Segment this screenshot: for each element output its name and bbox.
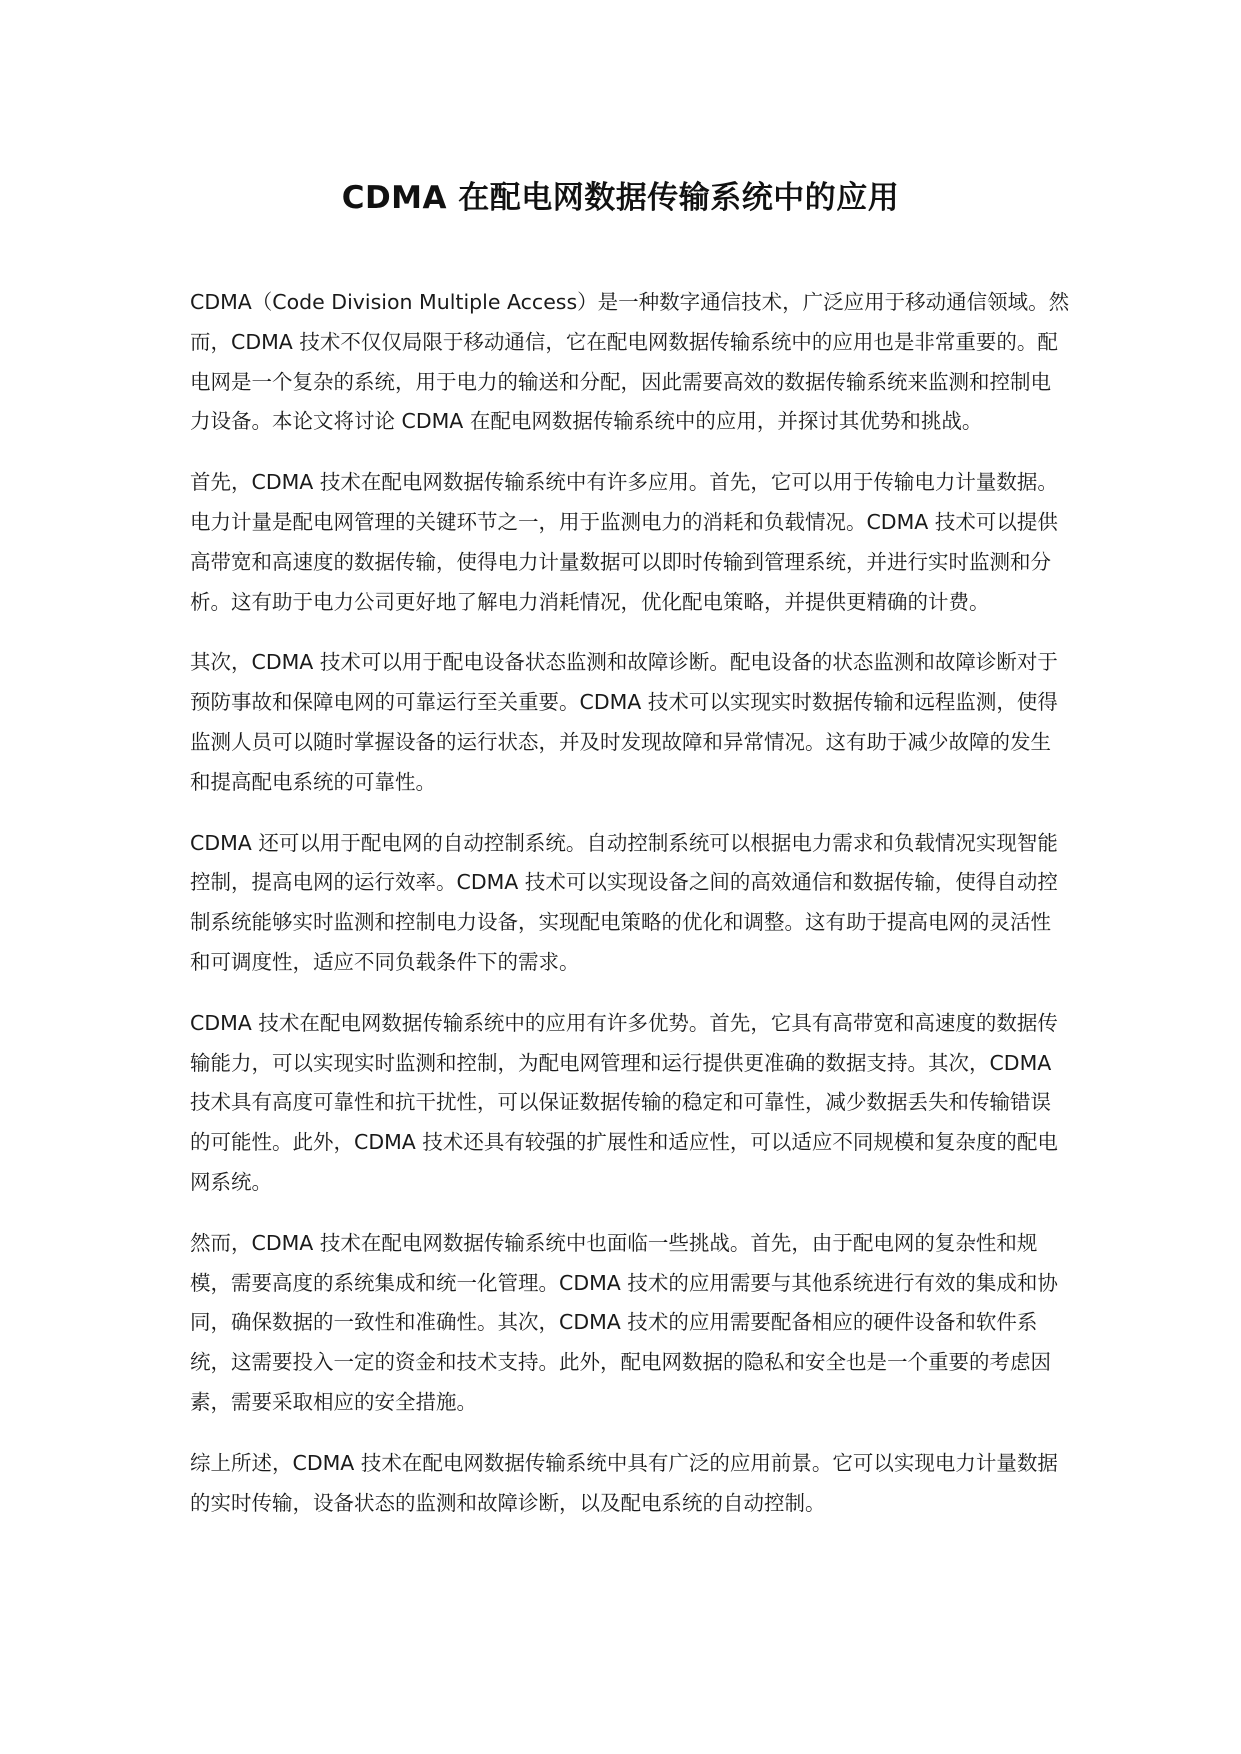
paragraph-conclusion: 综上所述，CDMA 技术在配电网数据传输系统中具有广泛的应用前景。它可以实现电力计量数据的实时传输，设备状态的监测和故障诊断，以及配电系统的自动控制。 — [190, 1450, 1058, 1515]
document-title: CDMA 在配电网数据传输系统中的应用 — [341, 180, 900, 216]
paragraph-monitoring: 其次，CDMA 技术可以用于配电设备状态监测和故障诊断。配电设备的状态监测和故障诊断对于预防事故和保障电网的可靠运行至关重要。CDMA 技术可以实现实时数据传输和远程监测，使得监测人员可以随时掌握设备的运行状态，并及时发现故障和异常情况。这有助于减少故障的发生和提高配电系统的可靠性。 — [190, 650, 1058, 794]
document-body — [190, 283, 1070, 1544]
paragraph-challenges: 然而，CDMA 技术在配电网数据传输系统中也面临一些挑战。首先，由于配电网的复杂性和规模，需要高度的系统集成和统一化管理。CDMA 技术的应用需要与其他系统进行有效的集成和协同，确保数据的一致性和准确性。其次，CDMA 技术的应用需要配备相应的硬件设备和软件系统，这需要投入一定的资金和技术支持。此外，配电网数据的隐私和安全也是一个重要的考虑因素，需要采取相应的安全措施。 — [190, 1230, 1058, 1414]
paragraph-automation: CDMA 还可以用于配电网的自动控制系统。自动控制系统可以根据电力需求和负载情况实现智能控制，提高电网的运行效率。CDMA 技术可以实现设备之间的高效通信和数据传输，使得自动控制系统能够实时监测和控制电力设备，实现配电策略的优化和调整。这有助于提高电网的灵活性和可调度性，适应不同负载条件下的需求。 — [190, 830, 1058, 974]
paragraph-intro: CDMA（Code Division Multiple Access）是一种数字通信技术，广泛应用于移动通信领域。然而，CDMA 技术不仅仅局限于移动通信，它在配电网数据传输系统中的应用也是非常重要的。配电网是一个复杂的系统，用于电力的输送和分配，因此需要高效的数据传输系统来监测和控制电力设备。本论文将讨论 CDMA 在配电网数据传输系统中的应用，并探讨其优势和挑战。 — [190, 290, 1070, 434]
paragraph-metering: 首先，CDMA 技术在配电网数据传输系统中有许多应用。首先，它可以用于传输电力计量数据。电力计量是配电网管理的关键环节之一，用于监测电力的消耗和负载情况。CDMA 技术可以提供高带宽和高速度的数据传输，使得电力计量数据可以即时传输到管理系统，并进行实时监测和分析。这有助于电力公司更好地了解电力消耗情况，优化配电策略，并提供更精确的计费。 — [190, 470, 1058, 614]
paragraph-advantages: CDMA 技术在配电网数据传输系统中的应用有许多优势。首先，它具有高带宽和高速度的数据传输能力，可以实现实时监测和控制，为配电网管理和运行提供更准确的数据支持。其次，CDMA 技术具有高度可靠性和抗干扰性，可以保证数据传输的稳定和可靠性，减少数据丢失和传输错误的可能性。此外，CDMA 技术还具有较强的扩展性和适应性，可以适应不同规模和复杂度的配电网系统。 — [190, 1010, 1058, 1194]
